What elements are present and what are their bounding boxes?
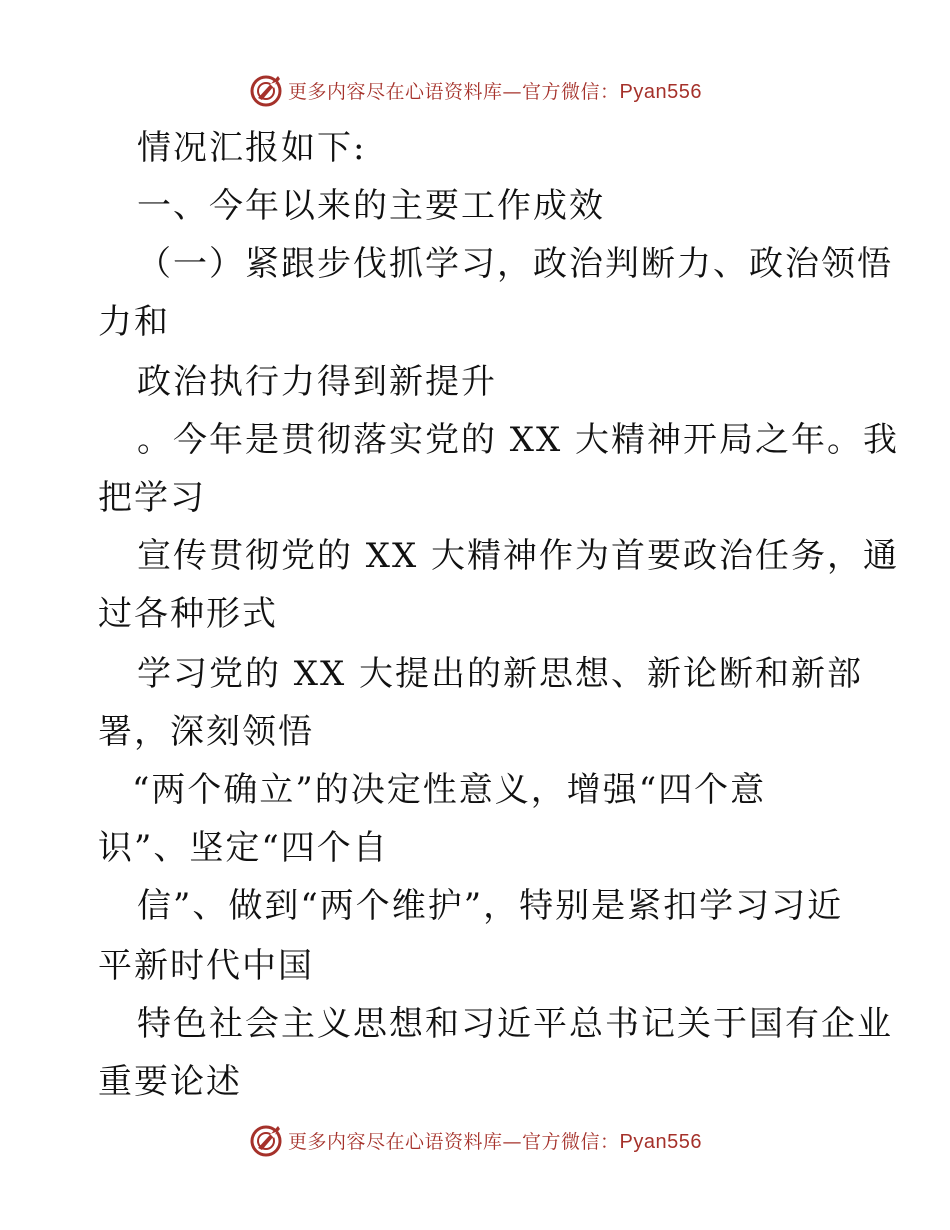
footer-watermark bbox=[0, 1120, 950, 1160]
text-line-11: 署，深刻领悟 bbox=[98, 712, 314, 752]
text-line-10: 学习党的 XX 大提出的新思想、新论断和新部 bbox=[137, 654, 864, 694]
text-line-1: 情况汇报如下: bbox=[137, 128, 367, 168]
text-line-12: “两个确立”的决定性意义，增强“四个意 bbox=[132, 770, 767, 810]
text-line-6: 。今年是贯彻落实党的 XX 大精神开局之年。我 bbox=[137, 420, 900, 460]
watermark-handle: Pyan556 bbox=[619, 1130, 702, 1153]
text-line-5: 政治执行力得到新提升 bbox=[137, 362, 497, 402]
text-line-7: 把学习 bbox=[98, 478, 206, 518]
watermark-text: 更多内容尽在心语资料库—官方微信：Pyan556 bbox=[288, 1130, 702, 1153]
subsection-heading: （一）紧跟步伐抓学习，政治判断力、政治领悟 bbox=[137, 244, 893, 284]
text-line-9: 过各种形式 bbox=[98, 594, 278, 634]
text-line-14: 信”、做到“两个维护”，特别是紧扣学习习近 bbox=[137, 886, 844, 926]
text-line-16: 特色社会主义思想和习近平总书记关于国有企业 bbox=[137, 1004, 893, 1044]
quill-logo-icon bbox=[248, 72, 284, 108]
text-line-4: 力和 bbox=[98, 302, 170, 342]
text-line-17: 重要论述 bbox=[98, 1062, 242, 1102]
watermark-handle: Pyan556 bbox=[619, 80, 702, 103]
watermark-text: 更多内容尽在心语资料库—官方微信：Pyan556 bbox=[288, 80, 702, 103]
section-heading: 一、今年以来的主要工作成效 bbox=[137, 186, 605, 226]
text-line-13: 识”、坚定“四个自 bbox=[98, 828, 389, 868]
text-line-8: 宣传贯彻党的 XX 大精神作为首要政治任务，通 bbox=[137, 536, 900, 576]
text-line-15: 平新时代中国 bbox=[98, 946, 314, 986]
quill-logo-icon bbox=[248, 1122, 284, 1158]
header-watermark bbox=[0, 70, 950, 110]
